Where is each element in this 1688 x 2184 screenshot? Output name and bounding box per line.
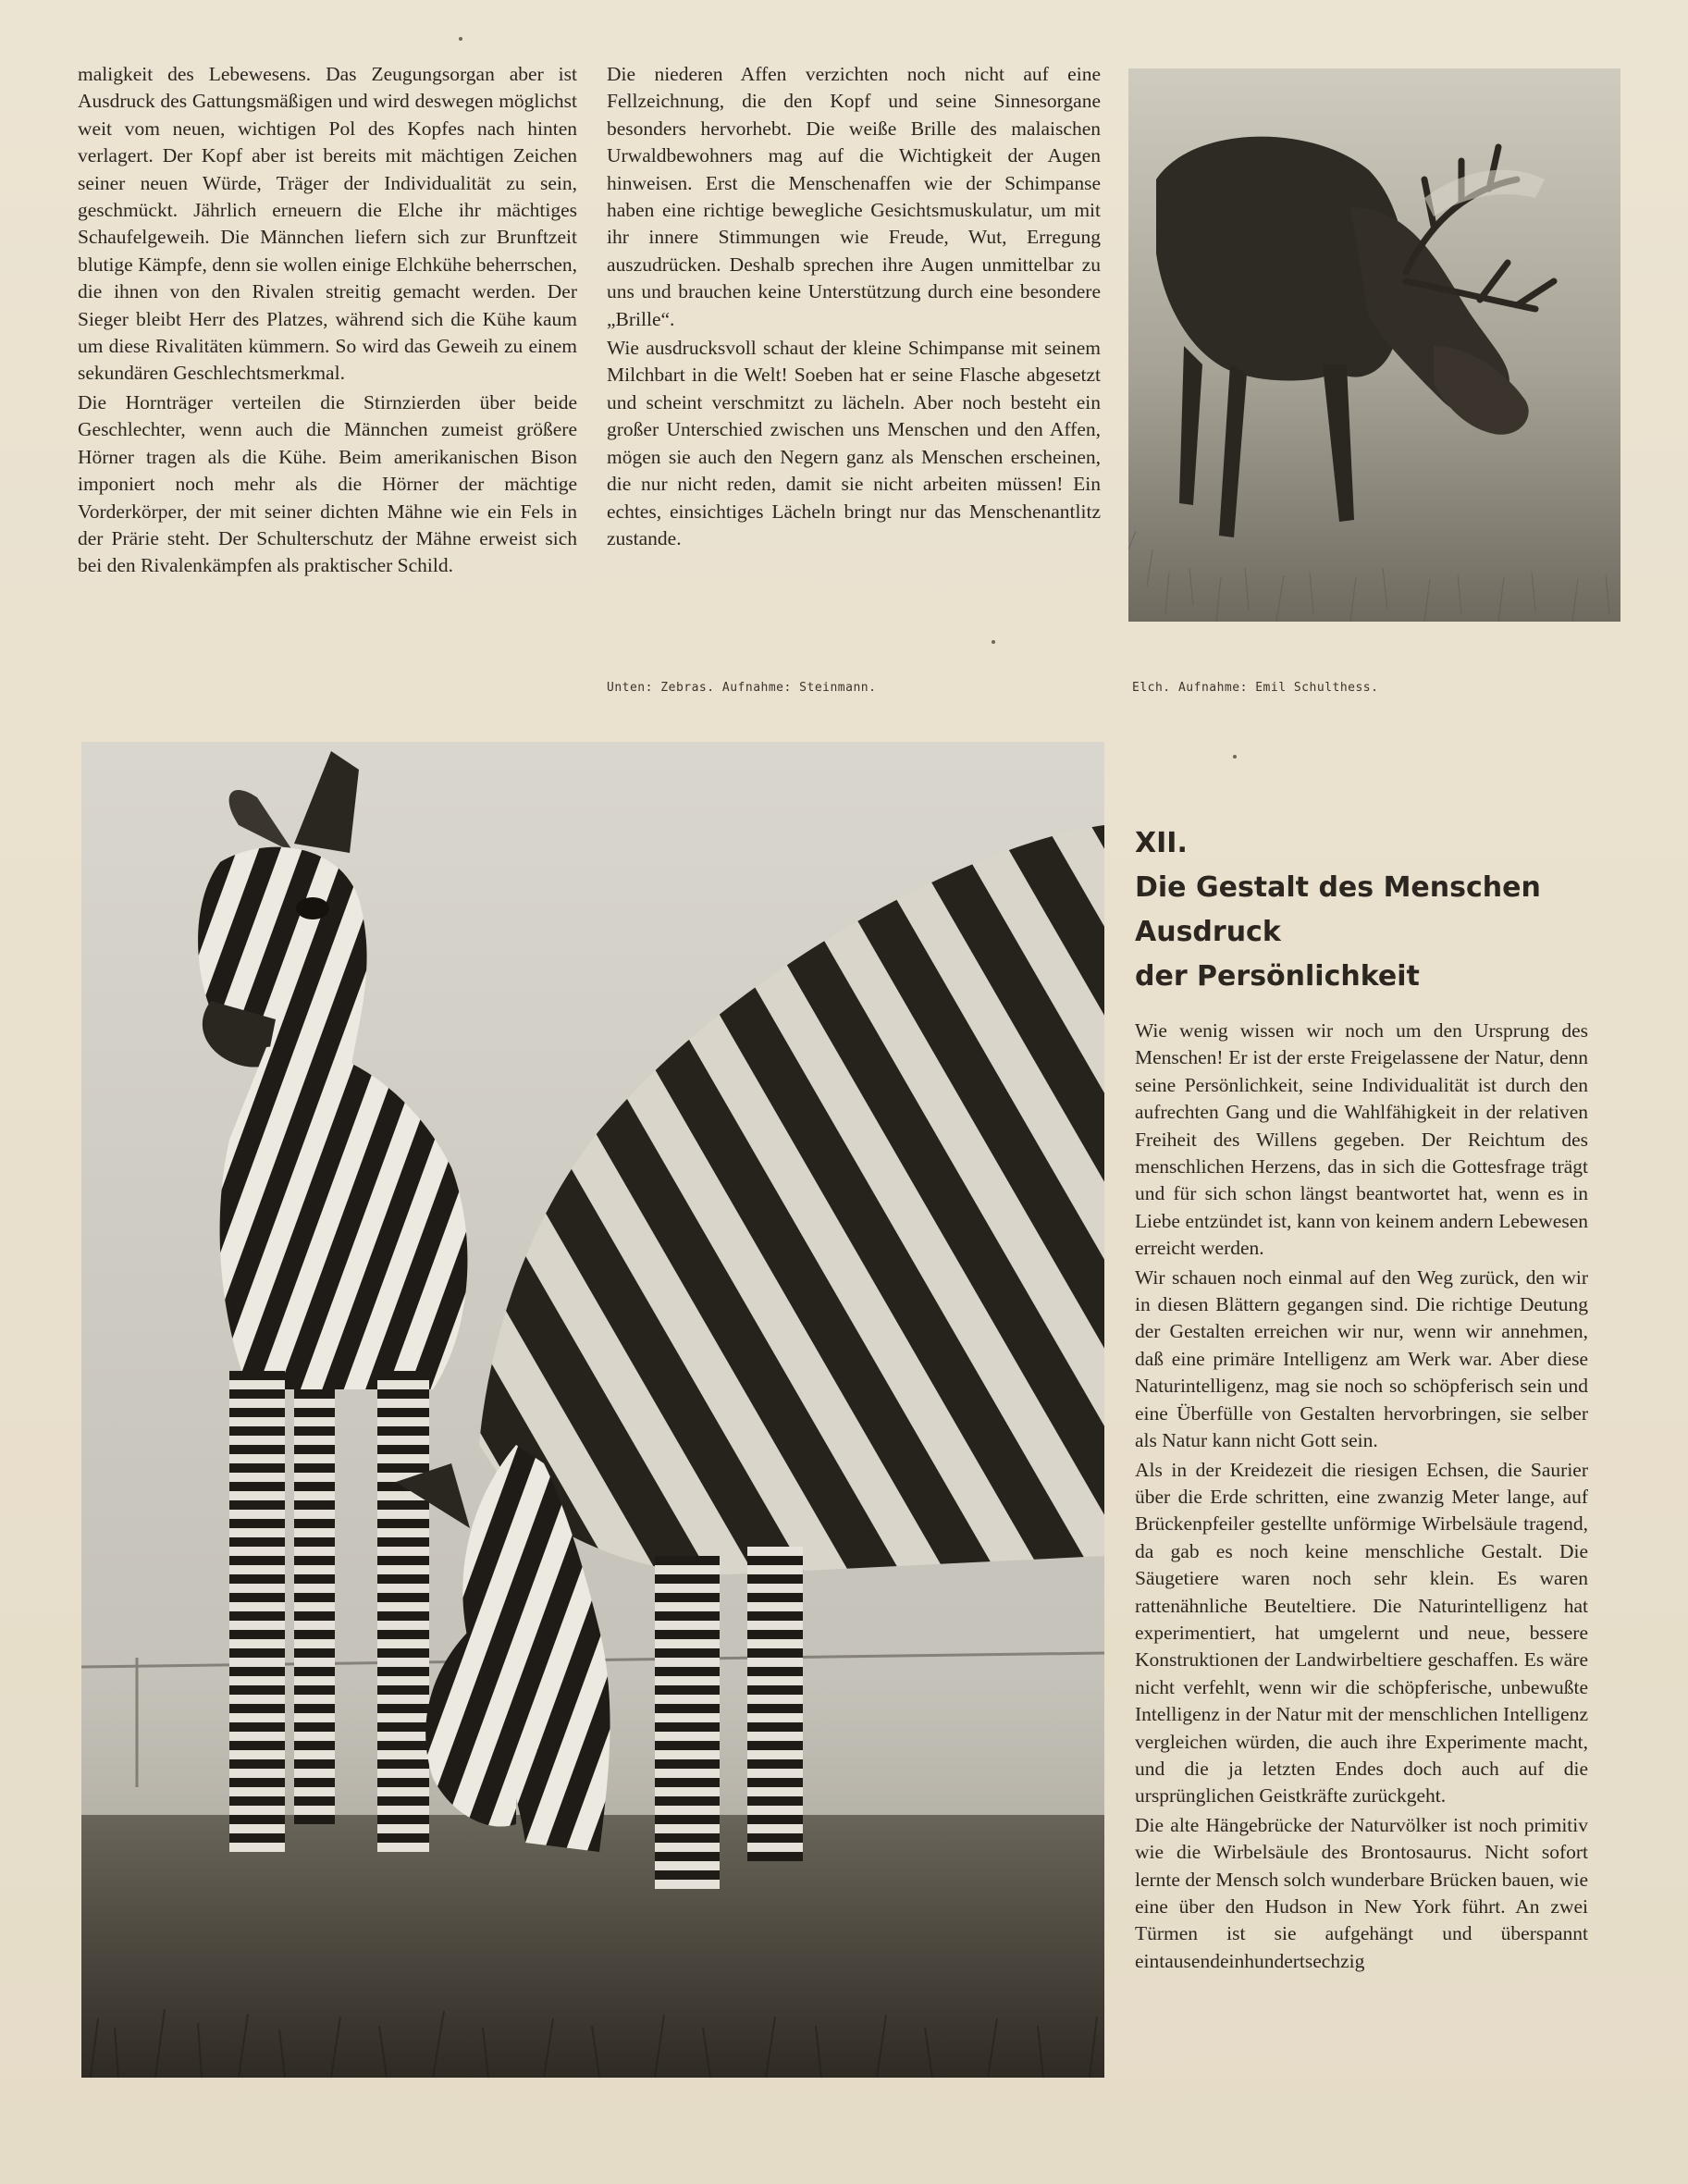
zebras-illustration [81, 742, 1104, 2078]
section-title-line: Ausdruck [1135, 916, 1281, 948]
text-column-right [1135, 1018, 1588, 2091]
zebra-photo [81, 742, 1104, 2078]
text-column-middle [607, 61, 1101, 554]
moose-caption: Elch. Aufnahme: Emil Schulthess. [1132, 681, 1379, 695]
section-title-line: der Persönlichkeit [1135, 960, 1420, 993]
paragraph: Die niederen Affen verzichten noch nicht auf eine Fellzeichnung, die den Kopf und seine Sinnesorgane besonders hervorhebt. Die weiße Brille des malaischen Urwaldbewohners mag auf die Wichtigkeit der Augen hinweisen. Erst die Menschenaffen wie der Schimpanse haben eine richtige bewegliche Gesichtsmuskulatur, um mit ihr innere Stimmungen wie Freude, Wut, Erregung auszudrücken. Deshalb sprechen ihre Augen unmittelbar zu uns und brauchen keine Unterstützung durch eine besondere „Brille“. [607, 63, 1101, 330]
section-title-line: Die Gestalt des Menschen [1135, 871, 1541, 904]
paragraph: maligkeit des Lebewesens. Das Zeugungsorgan aber ist Ausdruck des Gattungsmäßigen und wird deswegen möglichst weit vom neuen, wichtigen Pol des Kopfes nach hinten verlagert. Der Kopf aber ist bereits mit mächtigen Zeichen seiner neuen Würde, Träger der Individualität zu sein, geschmückt. Jährlich erneuern die Elche ihr mächtiges Schaufelgeweih. Die Männchen liefern sich zur Brunftzeit blutige Kämpfe, denn sie wollen einige Elchkühe beherrschen, die ihnen von den Rivalen streitig gemacht werden. Der Sieger bleibt Herr des Platzes, während sich die Kühe kaum um diese Rivalitäten kümmern. So wird das Geweih zu einem sekundären Geschlechtsmerkmal. [78, 63, 577, 385]
moose-photo [1128, 68, 1620, 622]
zebra-caption: Unten: Zebras. Aufnahme: Steinmann. [607, 681, 877, 695]
moose-illustration [1128, 68, 1620, 622]
text-column-left [78, 61, 577, 582]
print-speck [459, 37, 462, 41]
paragraph: Als in der Kreidezeit die riesigen Echsen, die Saurier über die Erde schritten, eine zwanzig Meter lange, auf Brückenpfeiler gestellte unförmige Wirbelsäule tragend, da gab es noch keine menschliche Gestalt. Die Säugetiere waren noch sehr klein. Es waren rattenähnliche Beuteltiere. Die Naturintelligenz hat experimentiert, hat umgelernt und neue, bessere Konstruktionen der Landwirbeltiere geschaffen. Es wäre nicht verfehlt, wenn wir die schöpferische, unbewußte Intelligenz in der Natur mit der menschlichen Intelligenz vergleichen würden, die auch ihre Experimente macht, und die ja letzten Endes doch auch auf die ursprünglichen Geistkräfte zurückgeht. [1135, 1458, 1588, 1808]
paragraph: Wir schauen noch einmal auf den Weg zurück, den wir in diesen Blättern gegangen sind. Die richtige Deutung der Gestalten erreichen wir nur, wenn wir annehmen, daß eine primäre Intelligenz am Werk war. Aber diese Naturintelligenz, mag sie noch so schöpferisch sein und eine Überfülle von Gestalten hervorbringen, sie selber als Natur kann nicht Gott sein. [1135, 1265, 1588, 1452]
print-speck [1233, 755, 1237, 759]
section-heading [1135, 821, 1597, 999]
paragraph: Wie ausdrucksvoll schaut der kleine Schimpanse mit seinem Milchbart in die Welt! Soeben hat er seine Flasche abgesetzt und scheint verschmitzt zu lächeln. Aber noch besteht ein großer Unterschied zwischen uns Menschen und den Affen, mögen sie auch den Negern ganz als Menschen erscheinen, die nur nicht reden, damit sie nicht arbeiten müssen! Ein echtes, einsichtiges Lächeln bringt nur das Menschenantlitz zustande. [607, 337, 1101, 549]
paragraph: Die Hornträger verteilen die Stirnzierden über beide Geschlechter, wenn auch die Männchen zumeist größere Hörner tragen als die Kühe. Beim amerikanischen Bison imponiert noch mehr als die Hörner der mächtige Vorderkörper, der mit seiner dichten Mähne wie ein Fels in der Prärie steht. Der Schulterschutz der Mähne erweist sich bei den Rivalenkämpfen als praktischer Schild. [78, 390, 577, 577]
paragraph: Wie wenig wissen wir noch um den Ursprung des Menschen! Er ist der erste Freigelassene der Natur, denn seine Persönlichkeit, seine Individualität ist durch den aufrechten Gang und die Wahlfähigkeit in der relativen Freiheit des Willens gegeben. Der Reichtum des menschlichen Herzens, das in sich die Gottesfrage trägt und für sich schon längst beantwortet hat, wenn es in Liebe entzündet ist, kann von keinem andern Lebewesen erreicht werden. [1135, 1019, 1588, 1260]
paragraph: Die alte Hängebrücke der Naturvölker ist noch primitiv wie die Wirbelsäule des Brontosaurus. Nicht sofort lernte der Mensch solch wunderbare Brücken bauen, wie eine über den Hudson in New York führt. An zwei Türmen ist sie aufgehängt und überspannt eintausendeinhundertsechzig [1135, 1813, 1588, 1972]
print-speck [992, 640, 995, 644]
section-number: XII. [1135, 827, 1188, 859]
